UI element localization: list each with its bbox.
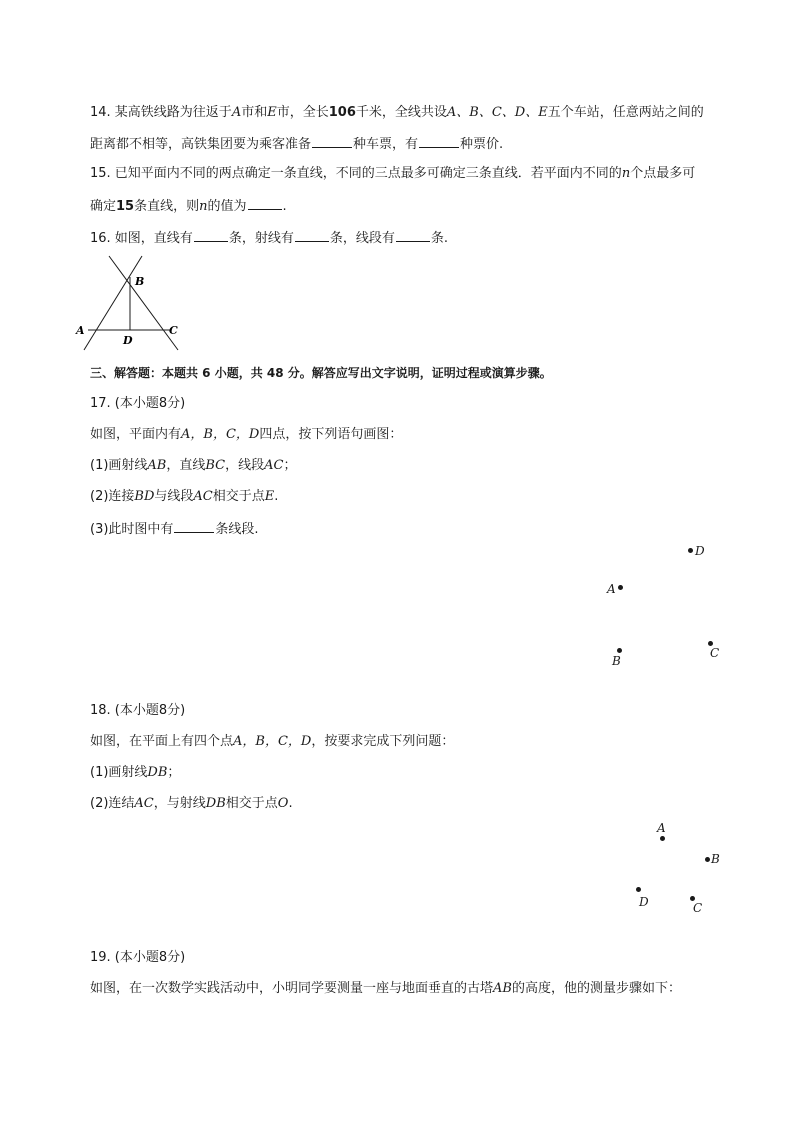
- q14-line-2: 距离都不相等，高铁集团要为乘客准备 种车票，有 种票价.: [90, 137, 504, 152]
- label-c: C: [169, 324, 178, 337]
- answer-blank[interactable]: [419, 135, 459, 148]
- q17-point-b: [617, 648, 622, 653]
- label-d: D: [123, 334, 133, 347]
- q17-step-1: (1)画射线AB，直线BC，线段AC；: [90, 458, 297, 473]
- q18-line-1: 如图，在平面上有四个点A，B，C，D，按要求完成下列问题：: [90, 734, 455, 749]
- q17-point-a: [618, 585, 623, 590]
- q14-line-1: 14. 某高铁线路为往返于A市和E市，全长106千米，全线共设A、B、C、D、E五个车站，任意两站之间的: [90, 105, 704, 120]
- q16-line-1: 16. 如图，直线有 条，射线有 条，线段有 条.: [90, 231, 448, 246]
- label-b: B: [135, 275, 145, 288]
- answer-blank[interactable]: [194, 229, 228, 242]
- q18-label-b: B: [711, 852, 720, 866]
- line-ab: [84, 256, 145, 350]
- q17-label-a: A: [607, 582, 616, 596]
- q17-header: 17. (本小题8分): [90, 396, 186, 411]
- answer-blank[interactable]: [295, 229, 329, 242]
- q17-line-1: 如图，平面内有A，B，C，D四点，按下列语句画图：: [90, 427, 403, 442]
- q18-label-d: D: [639, 895, 649, 909]
- q15-line-2: 确定15条直线，则n的值为 .: [90, 199, 287, 214]
- q18-point-a: [660, 836, 665, 841]
- q17-label-b: B: [612, 654, 621, 668]
- q19-line-1: 如图，在一次数学实践活动中，小明同学要测量一座与地面垂直的古塔AB的高度，他的测量步骤如下：: [90, 981, 681, 996]
- q15-line-1: 15. 已知平面内不同的两点确定一条直线，不同的三点最多可确定三条直线．若平面内不同的n个点最多可: [90, 166, 696, 181]
- answer-blank[interactable]: [248, 197, 282, 210]
- q18-point-d: [636, 887, 641, 892]
- q16-triangle-figure: [74, 254, 184, 354]
- q19-header: 19. (本小题8分): [90, 950, 186, 965]
- line-bc: [109, 256, 178, 350]
- q18-point-b: [705, 857, 710, 862]
- q17-label-c: C: [710, 646, 720, 660]
- answer-blank[interactable]: [174, 520, 214, 533]
- q18-label-a: A: [657, 821, 666, 835]
- answer-blank[interactable]: [396, 229, 430, 242]
- q17-step-3: (3)此时图中有 条线段.: [90, 522, 259, 537]
- label-a: A: [76, 324, 85, 337]
- q18-header: 18. (本小题8分): [90, 703, 186, 718]
- answer-blank[interactable]: [312, 135, 352, 148]
- q17-point-d: [688, 548, 693, 553]
- section-3-heading: 三、解答题：本题共 6 小题，共 48 分。解答应写出文字说明，证明过程或演算步骤。: [90, 366, 552, 380]
- q18-label-c: C: [693, 901, 703, 915]
- q17-label-d: D: [695, 544, 705, 558]
- q18-step-2: (2)连结AC，与射线DB相交于点O.: [90, 796, 293, 811]
- q18-step-1: (1)画射线DB；: [90, 765, 181, 780]
- q17-step-2: (2)连接BD与线段AC相交于点E.: [90, 489, 279, 504]
